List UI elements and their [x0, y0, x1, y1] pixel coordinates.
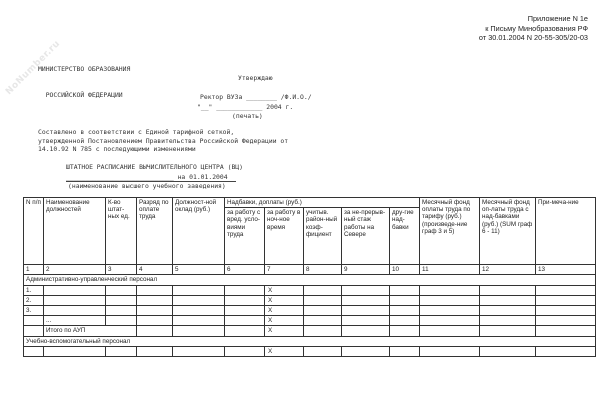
header-cell: Надбавки, доплаты (руб.)	[225, 198, 420, 208]
table-row	[24, 346, 596, 356]
header-cell: учитыв. район-ный коэф-фициент	[304, 208, 342, 265]
appendix-line: от 30.01.2004 N 20-55-305/20-03	[478, 33, 588, 42]
approval-heading: Утверждаю	[238, 74, 273, 82]
header-cell: Должност-ной оклад (руб.)	[173, 198, 225, 265]
table-row	[24, 306, 596, 316]
header-cell: К-во штат-ных ед.	[106, 198, 137, 265]
row-number: ...	[44, 316, 106, 326]
section-row	[24, 275, 596, 285]
total-label: Итого по АУП	[44, 326, 137, 336]
section-row	[24, 336, 596, 346]
compiled-line: 14.10.92 N 785 с последующими изменениями	[38, 145, 196, 153]
x-mark: X	[265, 306, 304, 316]
document-title: ШТАТНОЕ РАСПИСАНИЕ ВЫЧИСЛИТЕЛЬНОГО ЦЕНТРА (ВЦ)	[66, 163, 243, 171]
row-number	[24, 346, 44, 356]
x-mark: X	[265, 285, 304, 295]
ministry-line: РОССИЙСКОЙ ФЕДЕРАЦИИ	[45, 90, 123, 99]
total-row	[24, 326, 596, 336]
column-number: 9	[342, 265, 390, 275]
header-cell: Месячный фонд оп-латы труда с над-бавками (руб.) (SUM граф 6 - 11)	[480, 198, 536, 265]
x-mark: X	[265, 326, 304, 336]
column-number: 6	[225, 265, 265, 275]
column-number: 2	[44, 265, 106, 275]
x-mark: X	[265, 316, 304, 326]
appendix-note	[479, 14, 588, 43]
header-cell: дру-гие над-бавки	[390, 208, 420, 265]
compiled-note	[38, 128, 338, 154]
table-row	[24, 285, 596, 295]
header-cell: за не-прерыв-ный стаж работы на Севере	[342, 208, 390, 265]
ministry-header	[38, 48, 130, 108]
header-cell: за работу в ноч-ное время	[265, 208, 304, 265]
column-number: 7	[265, 265, 304, 275]
column-number: 11	[420, 265, 480, 275]
ministry-line: МИНИСТЕРСТВО ОБРАЗОВАНИЯ	[38, 65, 131, 73]
column-number: 12	[480, 265, 536, 275]
column-number: 8	[304, 265, 342, 275]
x-mark: X	[265, 295, 304, 305]
staffing-table	[23, 197, 596, 357]
column-number: 13	[536, 265, 596, 275]
seal-label: (печать)	[232, 112, 263, 120]
row-number: 3.	[24, 306, 44, 316]
rector-line: Ректор ВУЗа ________ /Ф.И.О./	[200, 93, 312, 101]
table-row	[24, 295, 596, 305]
header-cell: Месячный фонд оплаты труда по тарифу (руб.) (произведе-ние граф 3 и 5)	[420, 198, 480, 265]
appendix-line: к Письму Минобразования РФ	[485, 23, 588, 33]
header-cell: за работу с вред. усло-виями труда	[225, 208, 265, 265]
table-row	[24, 316, 596, 326]
column-number: 4	[137, 265, 173, 275]
column-number: 5	[173, 265, 225, 275]
row-number: 1.	[24, 285, 44, 295]
column-number: 1	[24, 265, 44, 275]
header-cell: При-меча-ние	[536, 198, 596, 265]
compiled-line: Составлено в соответствии с Единой тарифной сеткой,	[38, 128, 235, 136]
staffing-date: ____________________________ на 01.01.2004	[66, 173, 228, 181]
header-row	[24, 198, 596, 208]
column-number: 10	[390, 265, 420, 275]
row-number: 2.	[24, 295, 44, 305]
appendix-line: Приложение N 1е	[527, 14, 588, 23]
section-label: Административно-управленческий персонал	[24, 275, 596, 285]
header-cell: N п/п	[24, 198, 44, 265]
watermark: NoNumber.ru	[4, 38, 63, 98]
x-mark: X	[265, 346, 304, 356]
column-number: 3	[106, 265, 137, 275]
institution-caption: (наименование высшего учебного заведения)	[68, 182, 226, 190]
approval-date: "__" ____________ 2004 г.	[197, 103, 294, 111]
compiled-line: утвержденной Постановлением Правительства Российской Федерации от	[38, 136, 289, 145]
column-number-row	[24, 265, 596, 275]
header-cell: Наименование должностей	[44, 198, 106, 265]
section-label: Учебно-вспомогательный персонал	[24, 336, 596, 346]
header-cell: Разряд по оплате труда	[137, 198, 173, 265]
